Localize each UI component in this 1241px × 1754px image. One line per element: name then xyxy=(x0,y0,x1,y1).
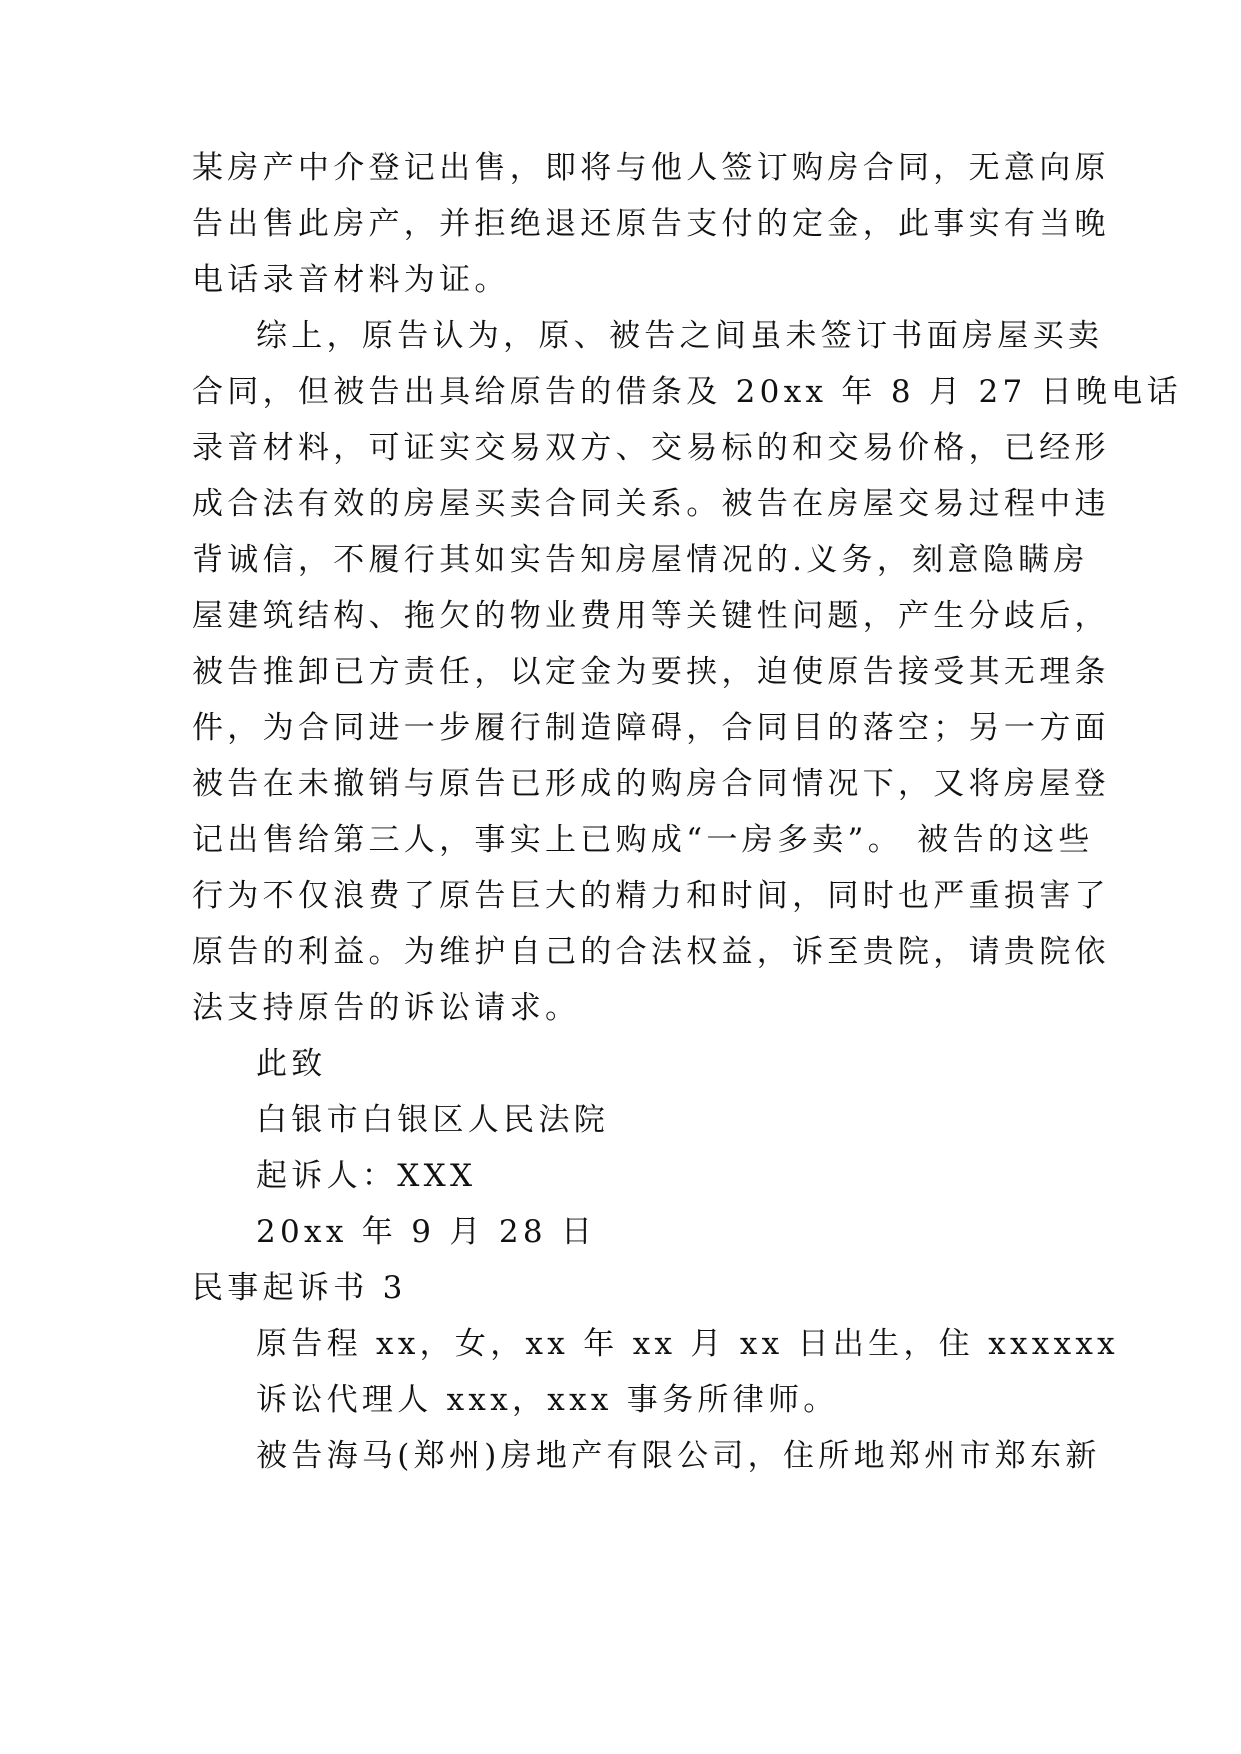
body-line: 某房产中介登记出售，即将与他人签订购房合同，无意向原 xyxy=(192,150,1110,186)
body-line: 被告推卸已方责任，以定金为要挟，迫使原告接受其无理条 xyxy=(192,654,1110,690)
body-line: 记出售给第三人，事实上已购成“一房多卖”。 被告的这些 xyxy=(192,822,1094,858)
paragraph-start-line: 综上，原告认为，原、被告之间虽未签订书面房屋买卖 xyxy=(256,318,1104,354)
plaintiff-signature-line: 起诉人：XXX xyxy=(256,1158,477,1194)
body-line: 原告的利益。为维护自己的合法权益，诉至贵院，请贵院依 xyxy=(192,934,1110,970)
section-title: 民事起诉书 3 xyxy=(192,1270,407,1306)
body-line: 屋建筑结构、拖欠的物业费用等关键性问题，产生分歧后， xyxy=(192,598,1110,634)
body-line: 录音材料，可证实交易双方、交易标的和交易价格，已经形 xyxy=(192,430,1110,466)
body-line: 背诚信，不履行其如实告知房屋情况的.义务，刻意隐瞒房 xyxy=(192,542,1089,578)
salutation-line: 此致 xyxy=(256,1046,327,1082)
date-line: 20xx 年 9 月 28 日 xyxy=(256,1214,597,1250)
body-line: 电话录音材料为证。 xyxy=(192,262,510,298)
plaintiff-info-line: 原告程 xx，女，xx 年 xx 月 xx 日出生，住 xxxxxx xyxy=(256,1326,1119,1362)
body-line: 成合法有效的房屋买卖合同关系。被告在房屋交易过程中违 xyxy=(192,486,1110,522)
body-line: 合同，但被告出具给原告的借条及 20xx 年 8 月 27 日晚电话 xyxy=(192,374,1182,410)
agent-info-line: 诉讼代理人 xxx，xxx 事务所律师。 xyxy=(256,1382,839,1418)
body-line: 被告在未撤销与原告已形成的购房合同情况下，又将房屋登 xyxy=(192,766,1110,802)
body-line: 行为不仅浪费了原告巨大的精力和时间，同时也严重损害了 xyxy=(192,878,1110,914)
body-line: 告出售此房产，并拒绝退还原告支付的定金，此事实有当晚 xyxy=(192,206,1110,242)
body-line: 法支持原告的诉讼请求。 xyxy=(192,990,581,1026)
court-name-line: 白银市白银区人民法院 xyxy=(256,1102,609,1138)
defendant-info-line: 被告海马(郑州)房地产有限公司，住所地郑州市郑东新 xyxy=(256,1438,1101,1474)
body-line: 件，为合同进一步履行制造障碍，合同目的落空；另一方面 xyxy=(192,710,1110,746)
